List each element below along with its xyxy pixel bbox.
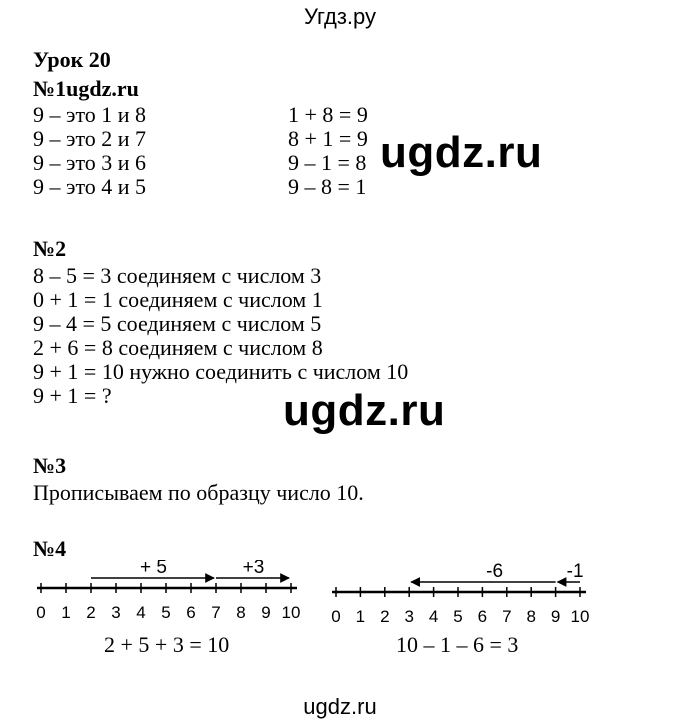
tick-label: 2 [380,607,390,626]
lesson-title: Урок 20 [33,47,111,72]
tick-label: 8 [236,603,246,622]
tick-label: 10 [281,603,301,622]
task1-right-line: 8 + 1 = 9 [288,126,368,151]
tick-label: 4 [428,607,439,626]
inline-watermark: ugdz.ru [66,76,139,101]
task3-text: Прописываем по образцу число 10. [33,480,364,505]
tick-label: 3 [404,607,414,626]
number-line-right [331,561,589,626]
number-lines [0,560,680,630]
tick-label: 1 [61,603,71,622]
task4-label: №4 [33,536,67,561]
tick-label: 0 [331,607,341,626]
tick-label: 5 [161,603,171,622]
task1-right-line: 1 + 8 = 9 [288,102,368,127]
tick-label: 8 [526,607,536,626]
tick-label: 9 [261,603,271,622]
tick-label: 1 [355,607,366,626]
task1-right-line: 9 – 8 = 1 [288,174,367,199]
task4-left-equation: 2 + 5 + 3 = 10 [104,632,230,657]
task1-left-line: 9 – это 1 и 8 [33,102,147,127]
site-footer: ugdz.ru [303,694,377,719]
watermark: ugdz.ru [380,128,543,177]
task1-right-line: 9 – 1 = 8 [288,150,367,175]
task1-label: №1 [33,76,67,101]
tick-label: 10 [570,607,590,626]
task2-line: 0 + 1 = 1 соединяем с числом 1 [33,287,323,312]
tick-label: 3 [111,603,121,622]
task2-line: 9 + 1 = 10 нужно соединить с числом 10 [33,359,409,384]
tick-label: 0 [36,603,46,622]
task1-left-column [33,103,146,199]
number-line-left [36,560,300,622]
task1-heading [33,77,139,101]
task1-left-line: 9 – это 3 и 6 [33,150,147,175]
tick-label: 6 [477,607,488,626]
tick-label: 6 [186,603,196,622]
task2-line: 9 – 4 = 5 соединяем с числом 5 [33,311,322,336]
task2-line: 2 + 6 = 8 соединяем с числом 8 [33,335,323,360]
task1-left-line: 9 – это 4 и 5 [33,174,147,199]
task3-label: №3 [33,453,67,478]
jump-label: +3 [242,560,265,578]
task1-left-line: 9 – это 2 и 7 [33,126,147,151]
tick-label: 9 [550,607,561,626]
task2-line: 8 – 5 = 3 соединяем с числом 3 [33,263,322,288]
tick-label: 2 [86,603,96,622]
tick-label: 5 [453,607,463,626]
task2-label: №2 [33,236,67,261]
jump-label: -1 [566,561,584,582]
tick-label: 7 [211,603,221,622]
task4-right-equation: 10 – 1 – 6 = 3 [396,632,519,657]
task1-right-column [288,103,368,199]
task2-line: 9 + 1 = ? [33,383,112,408]
site-header: Угдз.ру [303,4,377,29]
tick-label: 7 [502,607,512,626]
watermark: ugdz.ru [283,386,446,435]
jump-label: -6 [486,561,504,582]
jump-label: + 5 [140,560,167,578]
tick-label: 4 [136,603,146,622]
